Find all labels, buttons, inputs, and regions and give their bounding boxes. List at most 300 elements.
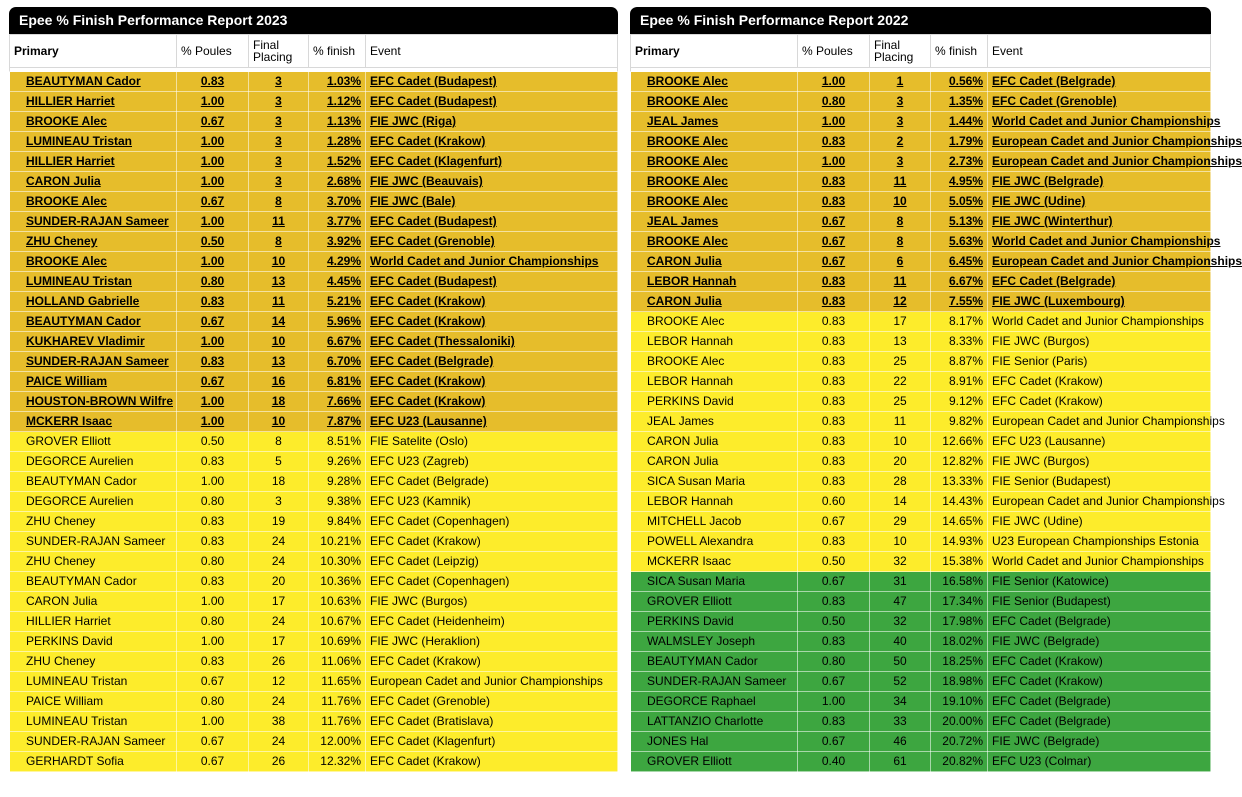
cell-event: FIE JWC (Belgrade) [988, 732, 1211, 752]
cell-event[interactable]: EFC Cadet (Grenoble) [988, 92, 1211, 112]
cell-placing[interactable]: 6 [870, 252, 931, 272]
table-row [631, 152, 1211, 172]
cell-event: World Cadet and Junior Championships [988, 552, 1211, 572]
header-finish[interactable]: % finish [931, 35, 988, 68]
cell-placing[interactable]: 3 [249, 152, 309, 172]
cell-event[interactable]: EFC Cadet (Belgrade) [988, 272, 1211, 292]
cell-finish[interactable]: 3.92% [309, 232, 366, 252]
cell-primary: JONES Hal [631, 732, 798, 752]
cell-event[interactable]: FIE JWC (Luxembourg) [988, 292, 1211, 312]
cell-primary[interactable]: PAICE William [10, 372, 177, 392]
cell-poules[interactable]: 0.67 [798, 252, 870, 272]
cell-finish[interactable]: 6.67% [931, 272, 988, 292]
cell-primary[interactable]: CARON Julia [10, 172, 177, 192]
cell-poules[interactable]: 1.00 [177, 132, 249, 152]
cell-finish: 12.66% [931, 432, 988, 452]
report-table [630, 34, 1242, 772]
cell-poules: 0.80 [798, 652, 870, 672]
cell-primary: SUNDER-RAJAN Sameer [10, 532, 177, 552]
cell-primary: LEBOR Hannah [631, 492, 798, 512]
cell-poules[interactable]: 1.00 [177, 332, 249, 352]
cell-finish[interactable]: 1.03% [309, 72, 366, 92]
table-row [10, 672, 618, 692]
cell-placing[interactable]: 12 [870, 292, 931, 312]
header-primary[interactable]: Primary [10, 35, 177, 68]
cell-poules[interactable]: 1.00 [177, 152, 249, 172]
cell-placing[interactable]: 16 [249, 372, 309, 392]
cell-poules[interactable]: 0.83 [177, 292, 249, 312]
cell-placing[interactable]: 13 [249, 272, 309, 292]
cell-placing: 8 [249, 432, 309, 452]
cell-finish[interactable]: 2.68% [309, 172, 366, 192]
cell-poules[interactable]: 0.67 [798, 232, 870, 252]
cell-placing: 32 [870, 612, 931, 632]
cell-primary: CARON Julia [631, 432, 798, 452]
table-row [10, 72, 618, 92]
cell-placing[interactable]: 11 [249, 292, 309, 312]
header-primary[interactable]: Primary [631, 35, 798, 68]
cell-poules[interactable]: 1.00 [177, 412, 249, 432]
table-row [10, 212, 618, 232]
cell-primary[interactable]: BROOKE Alec [631, 232, 798, 252]
cell-primary: MITCHELL Jacob [631, 512, 798, 532]
cell-poules[interactable]: 1.00 [798, 152, 870, 172]
cell-finish[interactable]: 5.63% [931, 232, 988, 252]
cell-event[interactable]: EFC Cadet (Budapest) [366, 212, 618, 232]
cell-placing: 5 [249, 452, 309, 472]
table-row [631, 192, 1211, 212]
cell-poules: 1.00 [177, 592, 249, 612]
cell-primary: ZHU Cheney [10, 552, 177, 572]
cell-event: EFC Cadet (Krakow) [988, 372, 1211, 392]
cell-primary: MCKERR Isaac [631, 552, 798, 572]
table-row [10, 432, 618, 452]
cell-primary: LUMINEAU Tristan [10, 712, 177, 732]
cell-event[interactable]: EFC Cadet (Klagenfurt) [366, 152, 618, 172]
table-row [631, 412, 1211, 432]
table-row [10, 92, 618, 112]
header-finish[interactable]: % finish [309, 35, 366, 68]
cell-placing[interactable]: 3 [870, 112, 931, 132]
cell-poules: 0.83 [177, 452, 249, 472]
cell-finish: 13.33% [931, 472, 988, 492]
cell-primary: CARON Julia [631, 452, 798, 472]
cell-event: EFC Cadet (Copenhagen) [366, 512, 618, 532]
cell-placing[interactable]: 18 [249, 392, 309, 412]
cell-placing[interactable]: 14 [249, 312, 309, 332]
cell-placing[interactable]: 8 [249, 192, 309, 212]
cell-event[interactable]: World Cadet and Junior Championships [988, 232, 1211, 252]
cell-poules[interactable]: 0.80 [177, 272, 249, 292]
cell-primary[interactable]: BROOKE Alec [10, 112, 177, 132]
cell-event[interactable]: EFC Cadet (Grenoble) [366, 232, 618, 252]
cell-placing[interactable]: 10 [249, 412, 309, 432]
cell-poules: 0.83 [798, 352, 870, 372]
cell-finish[interactable]: 4.29% [309, 252, 366, 272]
table-row [10, 712, 618, 732]
cell-finish[interactable]: 5.21% [309, 292, 366, 312]
report-title: Epee % Finish Performance Report 2022 [630, 7, 1211, 34]
cell-event[interactable]: EFC Cadet (Budapest) [366, 72, 618, 92]
cell-placing[interactable]: 3 [249, 132, 309, 152]
cell-primary[interactable]: MCKERR Isaac [10, 412, 177, 432]
cell-placing: 24 [249, 552, 309, 572]
cell-primary[interactable]: BROOKE Alec [631, 152, 798, 172]
cell-event: FIE JWC (Udine) [988, 512, 1211, 532]
cell-finish[interactable]: 6.45% [931, 252, 988, 272]
cell-event[interactable]: EFC Cadet (Thessaloniki) [366, 332, 618, 352]
table-row [10, 192, 618, 212]
cell-placing: 17 [870, 312, 931, 332]
cell-finish[interactable]: 2.73% [931, 152, 988, 172]
cell-finish[interactable]: 1.12% [309, 92, 366, 112]
cell-poules[interactable]: 0.83 [798, 292, 870, 312]
table-row [10, 372, 618, 392]
cell-event: EFC Cadet (Krakow) [366, 752, 618, 772]
cell-poules[interactable]: 0.80 [798, 92, 870, 112]
header-poules[interactable]: % Poules [177, 35, 249, 68]
table-row [10, 512, 618, 532]
cell-finish: 8.87% [931, 352, 988, 372]
cell-poules: 0.83 [798, 712, 870, 732]
table-row [631, 532, 1211, 552]
cell-poules: 1.00 [177, 632, 249, 652]
cell-primary[interactable]: JEAL James [631, 212, 798, 232]
cell-event[interactable]: FIE JWC (Winterthur) [988, 212, 1211, 232]
cell-finish[interactable]: 4.45% [309, 272, 366, 292]
cell-primary[interactable]: HOUSTON-BROWN Wilfre [10, 392, 177, 412]
cell-finish: 9.12% [931, 392, 988, 412]
cell-placing: 38 [249, 712, 309, 732]
cell-poules[interactable]: 0.83 [798, 132, 870, 152]
cell-placing: 13 [870, 332, 931, 352]
cell-poules[interactable]: 0.67 [798, 212, 870, 232]
cell-finish[interactable]: 3.70% [309, 192, 366, 212]
table-header-row [10, 35, 618, 68]
cell-primary[interactable]: LEBOR Hannah [631, 272, 798, 292]
cell-finish[interactable]: 5.05% [931, 192, 988, 212]
cell-poules[interactable]: 0.83 [798, 272, 870, 292]
cell-primary: BEAUTYMAN Cador [10, 472, 177, 492]
cell-placing: 18 [249, 472, 309, 492]
cell-finish[interactable]: 7.66% [309, 392, 366, 412]
cell-event[interactable]: EFC Cadet (Krakow) [366, 392, 618, 412]
cell-finish[interactable]: 4.95% [931, 172, 988, 192]
table-row [10, 592, 618, 612]
cell-event: FIE JWC (Burgos) [988, 332, 1211, 352]
cell-primary: SICA Susan Maria [631, 472, 798, 492]
cell-placing: 32 [870, 552, 931, 572]
cell-poules: 0.83 [798, 472, 870, 492]
cell-placing: 26 [249, 652, 309, 672]
cell-primary: CARON Julia [10, 592, 177, 612]
cell-poules[interactable]: 1.00 [177, 92, 249, 112]
cell-finish: 12.00% [309, 732, 366, 752]
cell-poules: 0.40 [798, 752, 870, 772]
cell-finish: 9.26% [309, 452, 366, 472]
cell-event: EFC Cadet (Belgrade) [988, 612, 1211, 632]
cell-event[interactable]: EFC U23 (Lausanne) [366, 412, 618, 432]
cell-placing[interactable]: 3 [870, 152, 931, 172]
cell-poules[interactable]: 0.83 [177, 72, 249, 92]
cell-event[interactable]: FIE JWC (Belgrade) [988, 172, 1211, 192]
cell-placing[interactable]: 10 [249, 252, 309, 272]
cell-finish[interactable]: 3.77% [309, 212, 366, 232]
cell-poules[interactable]: 1.00 [177, 252, 249, 272]
cell-placing[interactable]: 11 [870, 172, 931, 192]
cell-primary[interactable]: BROOKE Alec [10, 192, 177, 212]
cell-event: EFC Cadet (Belgrade) [366, 472, 618, 492]
cell-placing[interactable]: 8 [870, 212, 931, 232]
cell-placing: 24 [249, 732, 309, 752]
cell-primary[interactable]: ZHU Cheney [10, 232, 177, 252]
cell-placing[interactable]: 11 [870, 272, 931, 292]
cell-poules[interactable]: 0.67 [177, 112, 249, 132]
header-poules[interactable]: % Poules [798, 35, 870, 68]
cell-primary: DEGORCE Aurelien [10, 452, 177, 472]
cell-poules: 0.83 [798, 332, 870, 352]
cell-poules: 0.80 [177, 692, 249, 712]
table-row [631, 332, 1211, 352]
cell-event: EFC Cadet (Klagenfurt) [366, 732, 618, 752]
cell-placing[interactable]: 13 [249, 352, 309, 372]
cell-placing: 25 [870, 392, 931, 412]
cell-primary[interactable]: HILLIER Harriet [10, 152, 177, 172]
table-row [631, 652, 1211, 672]
cell-event: EFC Cadet (Krakow) [988, 392, 1211, 412]
cell-event[interactable]: FIE JWC (Bale) [366, 192, 618, 212]
cell-poules: 0.83 [798, 432, 870, 452]
cell-event: EFC Cadet (Leipzig) [366, 552, 618, 572]
cell-primary[interactable]: CARON Julia [631, 252, 798, 272]
cell-primary[interactable]: HILLIER Harriet [10, 92, 177, 112]
cell-event[interactable]: European Cadet and Junior Championships [988, 252, 1211, 272]
cell-finish: 8.17% [931, 312, 988, 332]
cell-finish[interactable]: 5.13% [931, 212, 988, 232]
cell-primary[interactable]: SUNDER-RAJAN Sameer [10, 352, 177, 372]
cell-primary[interactable]: BROOKE Alec [631, 72, 798, 92]
cell-event[interactable]: EFC Cadet (Belgrade) [988, 72, 1211, 92]
cell-finish: 11.65% [309, 672, 366, 692]
cell-placing[interactable]: 8 [249, 232, 309, 252]
cell-poules[interactable]: 0.67 [177, 312, 249, 332]
cell-placing[interactable]: 3 [249, 92, 309, 112]
cell-placing[interactable]: 10 [870, 192, 931, 212]
cell-finish: 16.58% [931, 572, 988, 592]
cell-placing[interactable]: 3 [249, 72, 309, 92]
cell-placing: 19 [249, 512, 309, 532]
cell-event: EFC Cadet (Heidenheim) [366, 612, 618, 632]
table-row [10, 132, 618, 152]
header-event[interactable]: Event [988, 35, 1211, 68]
cell-event[interactable]: EFC Cadet (Krakow) [366, 312, 618, 332]
cell-poules: 0.50 [798, 552, 870, 572]
cell-primary: LEBOR Hannah [631, 332, 798, 352]
cell-placing: 20 [870, 452, 931, 472]
cell-poules[interactable]: 0.83 [798, 192, 870, 212]
table-row [631, 632, 1211, 652]
cell-placing[interactable]: 11 [249, 212, 309, 232]
cell-primary: DEGORCE Raphael [631, 692, 798, 712]
cell-primary[interactable]: LUMINEAU Tristan [10, 272, 177, 292]
cell-placing: 20 [249, 572, 309, 592]
cell-event: EFC U23 (Zagreb) [366, 452, 618, 472]
cell-primary[interactable]: BROOKE Alec [10, 252, 177, 272]
table-row [631, 612, 1211, 632]
cell-event[interactable]: EFC Cadet (Budapest) [366, 272, 618, 292]
cell-finish[interactable]: 7.55% [931, 292, 988, 312]
table-row [631, 252, 1211, 272]
cell-placing[interactable]: 8 [870, 232, 931, 252]
cell-event[interactable]: FIE JWC (Riga) [366, 112, 618, 132]
cell-finish: 10.67% [309, 612, 366, 632]
cell-event[interactable]: EFC Cadet (Krakow) [366, 292, 618, 312]
table-row [10, 112, 618, 132]
cell-event[interactable]: EFC Cadet (Budapest) [366, 92, 618, 112]
table-row [631, 352, 1211, 372]
cell-event: U23 European Championships Estonia [988, 532, 1211, 552]
cell-poules[interactable]: 0.83 [798, 172, 870, 192]
cell-poules[interactable]: 0.67 [177, 192, 249, 212]
cell-event[interactable]: EFC Cadet (Krakow) [366, 132, 618, 152]
cell-finish[interactable]: 7.87% [309, 412, 366, 432]
cell-primary[interactable]: BROOKE Alec [631, 92, 798, 112]
cell-event: FIE JWC (Burgos) [366, 592, 618, 612]
cell-finish[interactable]: 0.56% [931, 72, 988, 92]
cell-primary[interactable]: SUNDER-RAJAN Sameer [10, 212, 177, 232]
cell-finish: 18.98% [931, 672, 988, 692]
cell-poules: 0.80 [177, 612, 249, 632]
table-row [631, 572, 1211, 592]
table-row [10, 272, 618, 292]
header-placing[interactable]: Final Placing [870, 35, 931, 68]
cell-poules[interactable]: 1.00 [177, 172, 249, 192]
cell-placing[interactable]: 10 [249, 332, 309, 352]
cell-event: FIE JWC (Belgrade) [988, 632, 1211, 652]
cell-primary[interactable]: KUKHAREV Vladimir [10, 332, 177, 352]
cell-primary[interactable]: BEAUTYMAN Cador [10, 312, 177, 332]
cell-primary: ZHU Cheney [10, 512, 177, 532]
cell-poules[interactable]: 1.00 [798, 112, 870, 132]
cell-event: EFC Cadet (Belgrade) [988, 712, 1211, 732]
cell-poules: 0.83 [798, 592, 870, 612]
cell-finish: 20.00% [931, 712, 988, 732]
cell-event[interactable]: European Cadet and Junior Championships [988, 152, 1211, 172]
cell-event: EFC Cadet (Copenhagen) [366, 572, 618, 592]
cell-placing[interactable]: 1 [870, 72, 931, 92]
cell-event: EFC Cadet (Bratislava) [366, 712, 618, 732]
cell-event[interactable]: World Cadet and Junior Championships [366, 252, 618, 272]
table-row [10, 472, 618, 492]
cell-finish[interactable]: 6.81% [309, 372, 366, 392]
cell-poules: 0.80 [177, 492, 249, 512]
cell-finish[interactable]: 1.52% [309, 152, 366, 172]
cell-poules[interactable]: 0.67 [177, 372, 249, 392]
report-title: Epee % Finish Performance Report 2023 [9, 7, 618, 34]
cell-event: FIE JWC (Burgos) [988, 452, 1211, 472]
cell-finish[interactable]: 6.67% [309, 332, 366, 352]
cell-finish[interactable]: 1.13% [309, 112, 366, 132]
cell-poules: 1.00 [177, 472, 249, 492]
cell-finish[interactable]: 5.96% [309, 312, 366, 332]
cell-event[interactable]: EFC Cadet (Belgrade) [366, 352, 618, 372]
table-row [631, 672, 1211, 692]
header-event[interactable]: Event [366, 35, 618, 68]
cell-primary: HILLIER Harriet [10, 612, 177, 632]
cell-primary: ZHU Cheney [10, 652, 177, 672]
cell-placing: 33 [870, 712, 931, 732]
cell-primary[interactable]: CARON Julia [631, 292, 798, 312]
table-row [10, 412, 618, 432]
cell-primary[interactable]: BROOKE Alec [631, 192, 798, 212]
table-row [631, 712, 1211, 732]
cell-event: EFC Cadet (Krakow) [988, 652, 1211, 672]
cell-placing[interactable]: 3 [249, 112, 309, 132]
cell-poules: 0.83 [177, 532, 249, 552]
cell-poules: 1.00 [798, 692, 870, 712]
table-row [631, 372, 1211, 392]
cell-primary: BEAUTYMAN Cador [631, 652, 798, 672]
cell-poules: 0.83 [798, 532, 870, 552]
cell-placing: 10 [870, 532, 931, 552]
cell-event[interactable]: FIE JWC (Beauvais) [366, 172, 618, 192]
header-placing[interactable]: Final Placing [249, 35, 309, 68]
table-row [10, 692, 618, 712]
cell-primary[interactable]: JEAL James [631, 112, 798, 132]
cell-poules: 0.67 [798, 572, 870, 592]
cell-poules[interactable]: 1.00 [177, 212, 249, 232]
cell-primary: BROOKE Alec [631, 312, 798, 332]
cell-finish[interactable]: 1.35% [931, 92, 988, 112]
cell-placing[interactable]: 3 [870, 92, 931, 112]
cell-poules: 0.50 [177, 432, 249, 452]
cell-primary: LEBOR Hannah [631, 372, 798, 392]
cell-primary: BEAUTYMAN Cador [10, 572, 177, 592]
cell-poules[interactable]: 0.83 [177, 352, 249, 372]
cell-primary[interactable]: HOLLAND Gabrielle [10, 292, 177, 312]
cell-event: EFC U23 (Colmar) [988, 752, 1211, 772]
cell-poules[interactable]: 1.00 [177, 392, 249, 412]
cell-primary[interactable]: BROOKE Alec [631, 132, 798, 152]
cell-event: FIE Senior (Budapest) [988, 592, 1211, 612]
cell-placing: 25 [870, 352, 931, 372]
cell-finish[interactable]: 6.70% [309, 352, 366, 372]
cell-placing: 47 [870, 592, 931, 612]
cell-event[interactable]: World Cadet and Junior Championships [988, 112, 1211, 132]
cell-placing: 3 [249, 492, 309, 512]
cell-primary: PERKINS David [631, 392, 798, 412]
cell-poules: 0.83 [798, 392, 870, 412]
cell-placing[interactable]: 3 [249, 172, 309, 192]
report-table [9, 34, 618, 772]
cell-finish: 14.93% [931, 532, 988, 552]
cell-primary[interactable]: BROOKE Alec [631, 172, 798, 192]
cell-event[interactable]: EFC Cadet (Krakow) [366, 372, 618, 392]
cell-event[interactable]: European Cadet and Junior Championships [988, 132, 1211, 152]
cell-finish: 17.34% [931, 592, 988, 612]
cell-primary[interactable]: LUMINEAU Tristan [10, 132, 177, 152]
cell-primary: LATTANZIO Charlotte [631, 712, 798, 732]
cell-placing[interactable]: 2 [870, 132, 931, 152]
cell-poules[interactable]: 0.50 [177, 232, 249, 252]
cell-primary[interactable]: BEAUTYMAN Cador [10, 72, 177, 92]
table-row [631, 732, 1211, 752]
cell-finish[interactable]: 1.79% [931, 132, 988, 152]
cell-finish[interactable]: 1.28% [309, 132, 366, 152]
cell-poules[interactable]: 1.00 [798, 72, 870, 92]
cell-finish[interactable]: 1.44% [931, 112, 988, 132]
cell-event[interactable]: FIE JWC (Udine) [988, 192, 1211, 212]
